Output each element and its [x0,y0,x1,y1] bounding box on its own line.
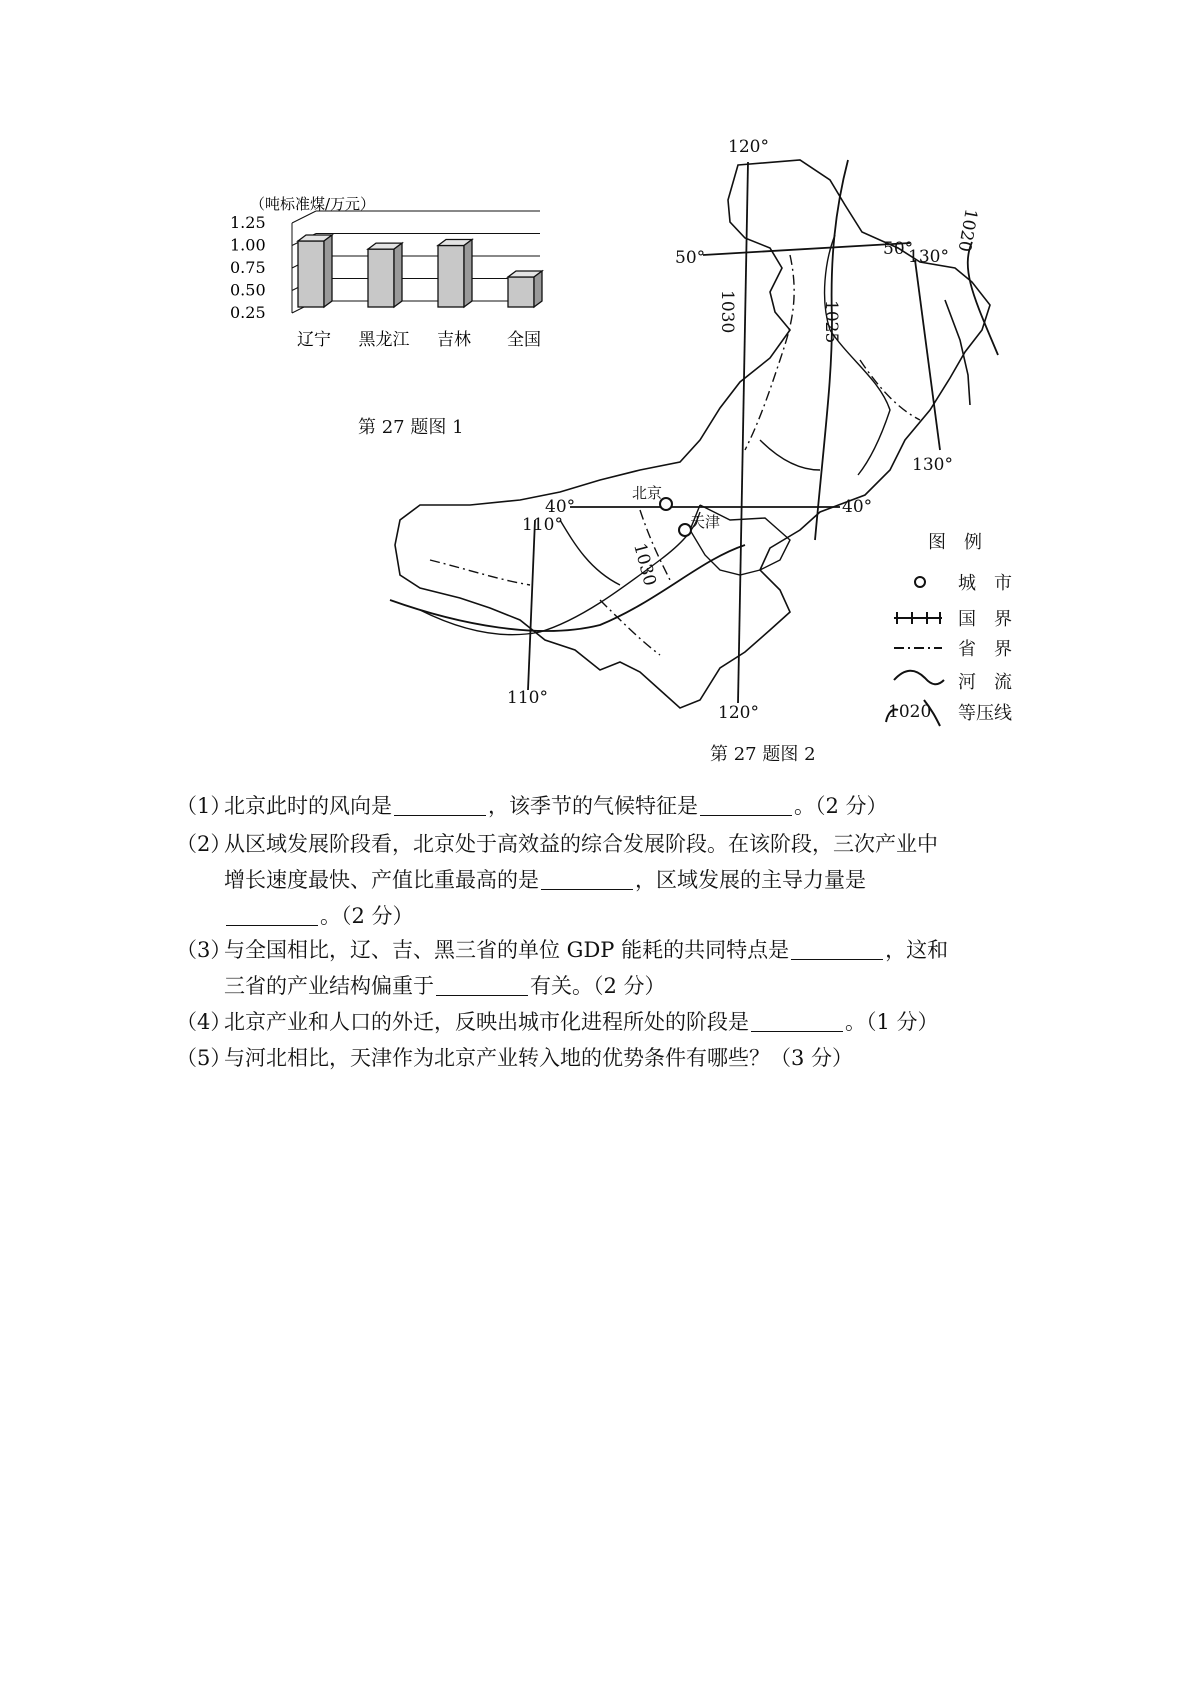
legend-label-river: 河 流 [958,672,1012,693]
answer-blank[interactable] [791,937,883,960]
isobar-1020 [968,242,998,355]
label-lon110-bottom: 110° [507,688,548,708]
legend-label-isobar: 等压线 [958,703,1012,724]
question-5: （5）与河北相比，天津作为北京产业转入地的优势条件有哪些？（3 分） [176,1040,1056,1076]
y-tick-label: 1.25 [230,213,266,232]
river [825,235,890,475]
x-tick-label: 吉林 [437,330,471,350]
label-isobar-1020: 1020 [953,207,981,254]
label-lat40-left: 40° [545,497,576,517]
question-number: （5） [176,1046,232,1070]
meridian-110 [528,520,535,690]
legend-isobar-sample: 1020 [888,702,932,722]
y-tick-label: 0.50 [230,280,266,300]
x-tick-label: 辽宁 [297,330,331,350]
label-lat40-right: 40° [842,497,873,517]
answer-blank[interactable] [226,903,318,926]
meridian-120 [738,162,748,703]
legend-label-provincial-border: 省 界 [958,639,1012,660]
parallel-50 [703,243,910,255]
y-tick-label: 0.75 [230,258,266,277]
answer-blank[interactable] [394,793,486,816]
city-icon [915,577,925,587]
figure2-map [380,130,1060,730]
question-4: （4）北京产业和人口的外迁，反映出城市化进程所处的阶段是 。（1 分） [176,1004,1056,1040]
label-isobar-1030-mid: 1030 [629,541,660,589]
label-lat50-right: 50° [883,239,914,259]
provincial-border [745,255,794,450]
question-number: （2） [176,832,232,856]
label-beijing: 北京 [632,484,663,502]
question-1: （1）北京此时的风向是 ，该季节的气候特征是 。（2 分） [176,788,1056,824]
label-isobar-1025: 1025 [821,300,841,344]
legend-title: 图 例 [928,532,982,553]
legend-label-national-border: 国 界 [958,609,1012,630]
label-lon130-top: 130° [908,247,949,267]
y-tick-label: 1.00 [230,235,266,255]
map-legend [886,532,1012,726]
x-tick-label: 黑龙江 [358,330,410,350]
answer-blank[interactable] [751,1009,843,1032]
national-border-icon [894,612,942,624]
answer-blank[interactable] [436,973,528,996]
river [760,440,820,470]
label-tianjin: 天津 [690,513,721,531]
river-icon [894,671,944,685]
answer-blank[interactable] [541,867,633,890]
question-2: （2）从区域发展阶段看，北京处于高效益的综合发展阶段。在该阶段，三次产业中 增长速度最快、产值比重最高的是 ，区域发展的主导力量是 。（2 分） [176,826,1056,934]
question-number: （3） [176,938,232,962]
y-axis-label: （吨标准煤/万元） [250,195,376,213]
y-tick-label: 0.25 [230,303,266,322]
label-lon130-bottom: 130° [912,455,953,475]
figure1-caption: 第 27 题图 1 [358,417,464,438]
legend-label-city: 城 市 [958,573,1012,594]
label-lat50-left: 50° [675,248,706,268]
x-tick-label: 全国 [507,330,541,350]
label-lon120-top: 120° [728,137,769,157]
answer-blank[interactable] [700,793,792,816]
y-axis-ticks [230,213,266,322]
question-number: （1） [176,794,232,818]
label-isobar-1030-top: 1030 [717,290,737,334]
label-lon120-bottom: 120° [718,703,759,723]
isobar-1025 [815,160,848,540]
question-number: （4） [176,1010,232,1034]
figure2-caption: 第 27 题图 2 [710,744,816,765]
national-border [945,300,970,405]
isobar-1030 [390,545,745,631]
meridian-130 [915,260,940,450]
river [560,520,620,585]
label-lon110-top: 110° [522,515,563,535]
question-3: （3）与全国相比，辽、吉、黑三省的单位 GDP 能耗的共同特点是 ，这和 三省的产业结构偏重于 有关。（2 分） [176,932,1056,1004]
bar [298,235,332,307]
